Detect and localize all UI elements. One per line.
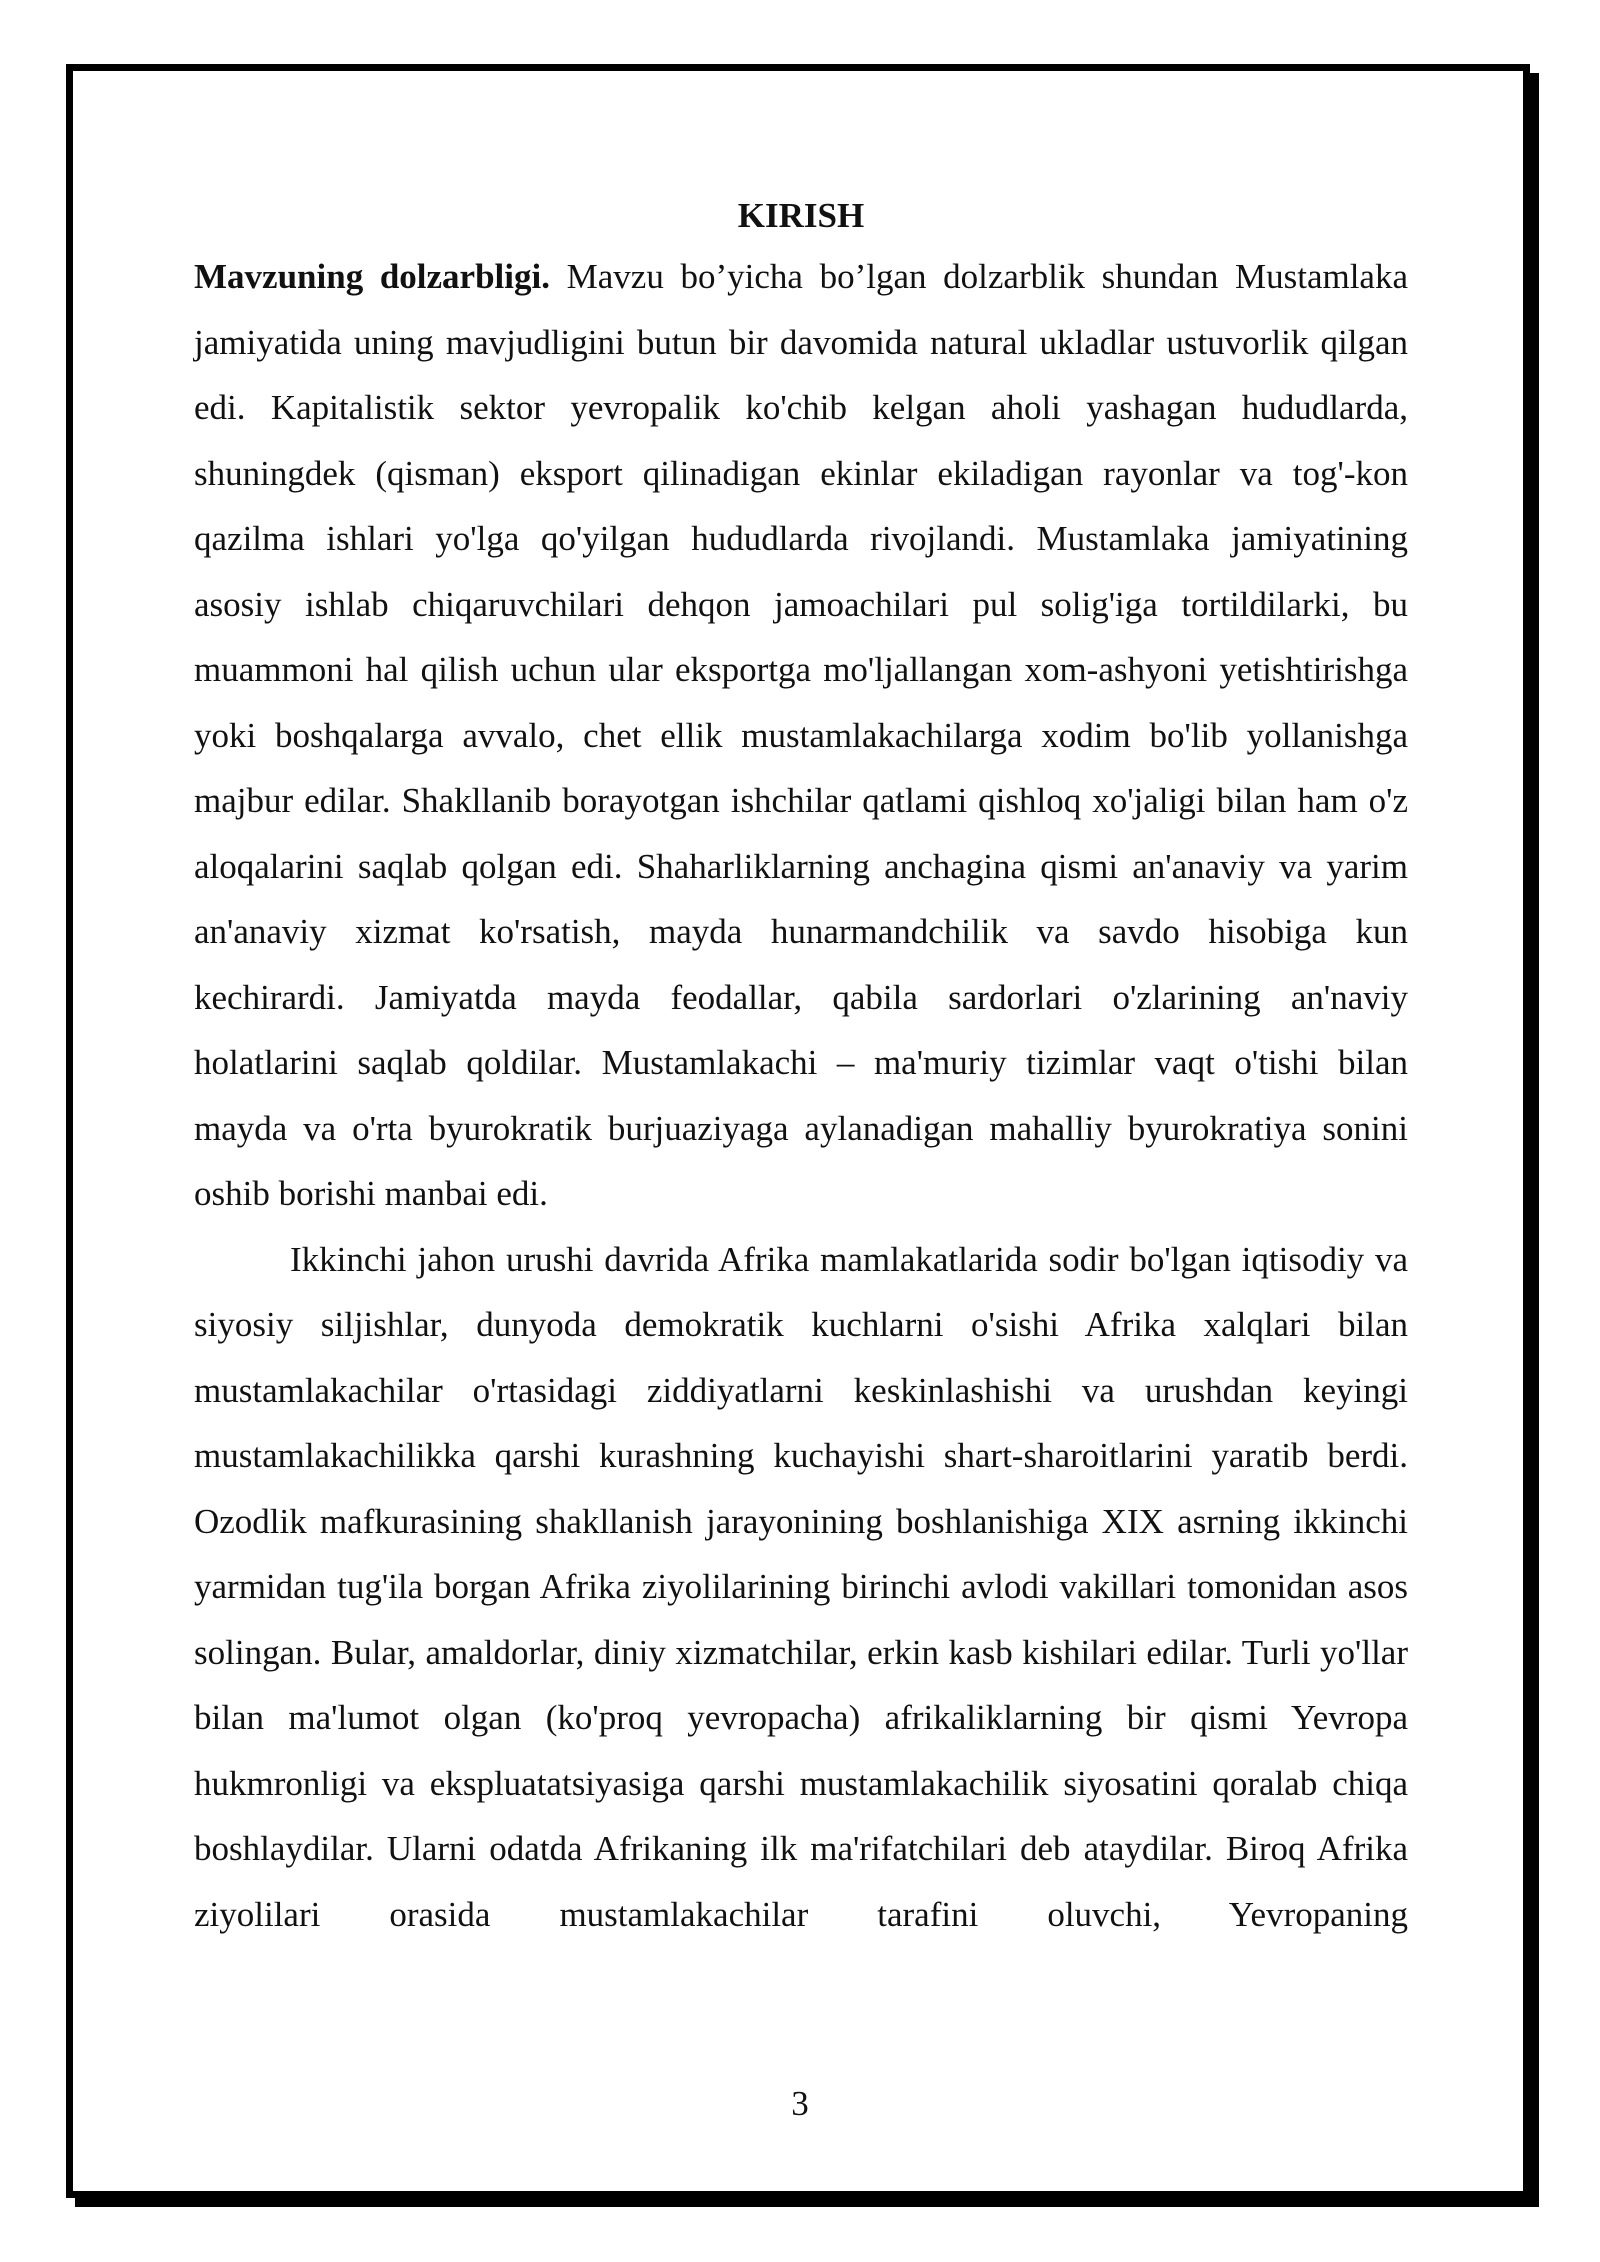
paragraph-relevance-text: Mavzu bo’yicha bo’lgan dolzarblik shundan Mustamlaka jamiyatida uning mavjudligini butun bir davomida natural ukladlar ustuvorlik qilgan edi. Kapitalistik sektor yevropalik ko'chib kelgan aholi yashagan hududlarda, shuningdek (qisman) eksport qilinadigan ekinlar ekiladigan rayonlar va tog'-kon qazilma ishlari yo'lga qo'yilgan hududlarda rivojlandi. Mustamlaka jamiyatining asosiy ishlab chiqaruvchilari dehqon jamoachilari pul solig'iga tortildilarki, bu muammoni hal qilish uchun ular eksportga mo'ljallangan xom-ashyoni yetishtirishga yoki boshqalarga avvalo, chet ellik mustamlakachilarga xodim bo'lib yollanishga majbur edilar. Shakllanib borayotgan ishchilar qatlami qishloq xo'jaligi bilan ham o'z aloqalarini saqlab qolgan edi. Shaharliklarning anchagina qismi an'anaviy va yarim an'anaviy xizmat ko'rsatish, mayda hunarmandchilik va savdo hisobiga kun kechirardi. Jamiyatda mayda feodallar, qabila sardorlari o'zlarining an'naviy holatlarini saqlab qoldilar. Mustamlakachi – ma'muriy tizimlar vaqt o'tishi bilan mayda va o'rta byurokratik burjuaziyaga aylanadigan mahalliy byurokratiya sonini oshib borishi manbai edi. (194, 257, 1408, 1213)
paragraph-lead: Mavzuning dolzarbligi. (194, 257, 550, 296)
document-heading: KIRISH (737, 196, 865, 235)
page-number: 3 (791, 2084, 809, 2123)
paragraph-relevance (194, 244, 1408, 1227)
document-body (194, 188, 1408, 1947)
paragraph-ww2: Ikkinchi jahon urushi davrida Afrika mamlakatlarida sodir bo'lgan iqtisodiy va siyosiy siljishlar, dunyoda demokratik kuchlarni o'sishi Afrika xalqlari bilan mustamlakachilar o'rtasidagi ziddiyatlarni keskinlashishi va urushdan keyingi mustamlakachilikka qarshi kurashning kuchayishi shart-sharoitlarini yaratib berdi. Ozodlik mafkurasining shakllanish jarayonining boshlanishiga XIX asrning ikkinchi yarmidan tug'ila borgan Afrika ziyolilarining birinchi avlodi vakillari tomonidan asos solingan. Bular, amaldorlar, diniy xizmatchilar, erkin kasb kishilari edilar. Turli yo'llar bilan ma'lumot olgan (ko'proq yevropacha) afrikaliklarning bir qismi Yevropa hukmronligi va ekspluatatsiyasiga qarshi mustamlakachilik siyosatini qoralab chiqa boshlaydilar. Ularni odatda Afrikaning ilk ma'rifatchilari deb ataydilar. Biroq Afrika ziyolilari orasida mustamlakachilar tarafini oluvchi, Yevropaning (194, 1239, 1408, 1934)
